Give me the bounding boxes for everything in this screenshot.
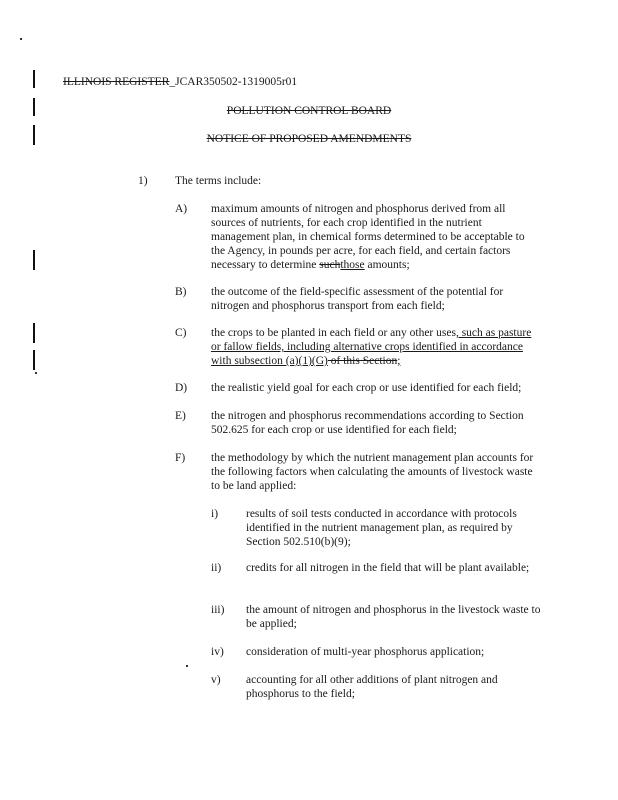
item-d-text: the realistic yield goal for each crop or use identified for each field; <box>211 382 522 394</box>
item-e-label: E) <box>175 410 186 422</box>
item-d-label: D) <box>175 382 188 394</box>
item-1-number: 1) <box>138 175 148 187</box>
item-1-text: The terms include: <box>175 175 262 187</box>
subitem-iv-label: iv) <box>211 646 224 658</box>
agency-title: POLLUTION CONTROL BOARD <box>226 105 392 117</box>
revision-bar <box>33 250 35 270</box>
register-code: JCAR350502-1319005r01 <box>175 76 298 88</box>
register-name-struck: ILLINOIS REGISTER <box>63 76 170 88</box>
item-e-text: the nitrogen and phosphorus recommendations according to Section 502.625 for each crop or use identified for each field; <box>211 410 524 436</box>
subitem-i-text: results of soil tests conducted in accordance with protocols identified in the nutrient management plan, as required by Section 502.510(b)(9); <box>246 508 517 548</box>
subitem-v-label: v) <box>211 674 221 686</box>
inserted-text: , such as pasture or fallow fields, including alternative crops identified in accordance with subsection (a)(1)(G) <box>211 327 532 367</box>
item-a-text: maximum amounts of nitrogen and phosphorus derived from all sources of nutrients, for each crop identified in the nutrient management plan, in chemical forms determined to be acceptable to the Agency, in pounds per acre, for each field, and certain factors necessary to determine suchthose amounts; <box>211 203 525 271</box>
item-f-label: F) <box>175 452 186 464</box>
item-c-text: the crops to be planted in each field or any other uses, such as pasture or fallow fields, including alternative crops identified in accordance with subsection (a)(1)(G) of this Section; <box>211 327 532 367</box>
item-b-text: the outcome of the field-specific assessment of the potential for nitrogen and phosphorus transport from each field; <box>211 286 504 312</box>
struck-text: such <box>319 259 341 271</box>
subitem-i-label: i) <box>211 508 219 520</box>
subitem-iv-text: consideration of multi-year phosphorus application; <box>246 646 485 658</box>
revision-bar <box>33 323 35 343</box>
struck-text: of this Section <box>327 355 398 367</box>
subitem-iii-text: the amount of nitrogen and phosphorus in the livestock waste to be applied; <box>246 604 541 630</box>
revision-bar <box>33 350 35 370</box>
subitem-iii-label: iii) <box>211 604 225 616</box>
scan-speck <box>186 665 188 667</box>
subitem-ii-text: credits for all nitrogen in the field that will be plant available; <box>246 562 530 574</box>
notice-title: NOTICE OF PROPOSED AMENDMENTS <box>206 133 412 145</box>
scan-speck <box>35 372 37 374</box>
item-a-label: A) <box>175 203 188 215</box>
inserted-text: those <box>340 259 365 271</box>
register-header: ILLINOIS REGISTER_JCAR350502-1319005r01 <box>63 76 298 88</box>
item-b-label: B) <box>175 286 187 298</box>
item-c-label: C) <box>175 327 187 339</box>
scan-speck <box>20 38 22 40</box>
subitem-v-text: accounting for all other additions of plant nitrogen and phosphorus to the field; <box>246 674 498 700</box>
revision-bar <box>33 70 35 88</box>
subitem-ii-label: ii) <box>211 562 222 574</box>
item-f-text: the methodology by which the nutrient management plan accounts for the following factors when calculating the amounts of livestock waste to be land applied: <box>211 452 534 492</box>
